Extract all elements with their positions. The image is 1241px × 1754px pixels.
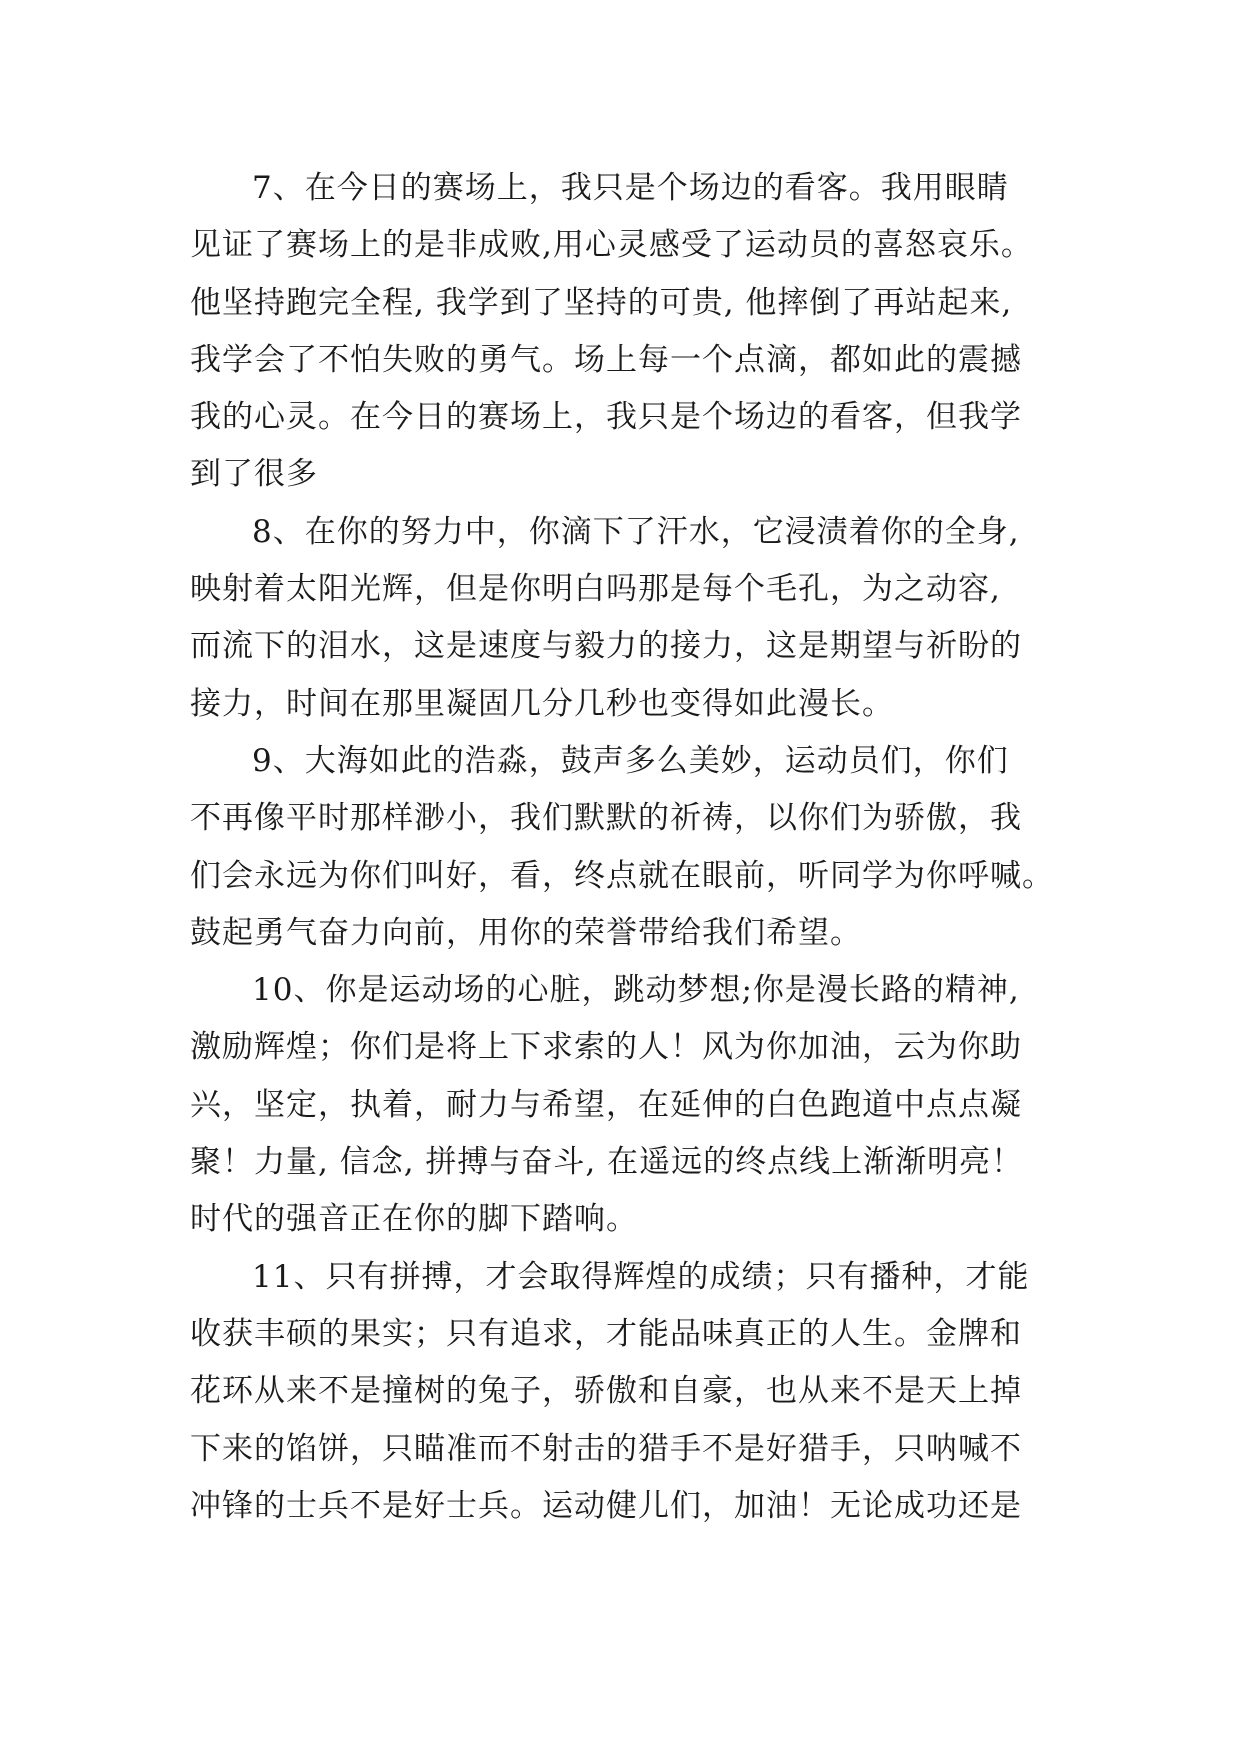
text-line: 收获丰硕的果实；只有追求，才能品味真正的人生。金牌和 (190, 1315, 1022, 1352)
text-line: 冲锋的士兵不是好士兵。运动健儿们，加油！无论成功还是 (190, 1487, 1022, 1524)
text-line: 聚！力量, 信念, 拼搏与奋斗, 在遥远的终点线上渐渐明亮！ (190, 1144, 1024, 1181)
text-line: 兴，坚定，执着，耐力与希望，在延伸的白色跑道中点点凝 (190, 1086, 1022, 1123)
text-line: 鼓起勇气奋力向前，用你的荣誉带给我们希望。 (190, 914, 862, 951)
text-line: 而流下的泪水，这是速度与毅力的接力，这是期望与祈盼的 (190, 628, 1022, 665)
text-line: 到了很多 (190, 456, 318, 493)
text-line: 9、大海如此的浩淼，鼓声多么美妙，运动员们，你们 (252, 742, 1009, 779)
paragraph-10 (190, 962, 1070, 1248)
text-line: 不再像平时那样渺小，我们默默的祈祷，以你们为骄傲，我 (190, 800, 1022, 837)
text-line: 我的心灵。在今日的赛场上，我只是个场边的看客，但我学 (190, 399, 1022, 436)
paragraph-11 (190, 1249, 1070, 1535)
text-line: 11、只有拼搏，才会取得辉煌的成绩；只有播种，才能 (252, 1258, 1030, 1295)
text-line: 8、在你的努力中，你滴下了汗水，它浸渍着你的全身, (252, 513, 1020, 550)
text-line: 时代的强音正在你的脚下踏响。 (190, 1201, 638, 1238)
text-line: 10、你是运动场的心脏，跳动梦想;你是漫长路的精神, (252, 972, 1020, 1009)
body-text (190, 160, 1070, 1535)
text-line: 们会永远为你们叫好，看，终点就在眼前，听同学为你呼喊。 (190, 857, 1054, 894)
paragraph-8 (190, 504, 1070, 733)
text-line: 他坚持跑完全程, 我学到了坚持的可贵, 他摔倒了再站起来, (190, 284, 1013, 321)
text-line: 下来的馅饼，只瞄准而不射击的猎手不是好猎手，只呐喊不 (190, 1430, 1022, 1467)
paragraph-7 (190, 160, 1070, 504)
text-line: 接力，时间在那里凝固几分几秒也变得如此漫长。 (190, 685, 894, 722)
paragraph-9 (190, 733, 1070, 962)
text-line: 花环从来不是撞树的兔子，骄傲和自豪，也从来不是天上掉 (190, 1373, 1022, 1410)
text-line: 激励辉煌；你们是将上下求索的人！风为你加油，云为你助 (190, 1029, 1022, 1066)
text-line: 7、在今日的赛场上，我只是个场边的看客。我用眼睛 (252, 170, 1009, 206)
text-line: 见证了赛场上的是非成败,用心灵感受了运动员的喜怒哀乐。 (190, 227, 1033, 264)
text-line: 我学会了不怕失败的勇气。场上每一个点滴，都如此的震撼 (190, 341, 1022, 378)
text-line: 映射着太阳光辉，但是你明白吗那是每个毛孔，为之动容, (190, 571, 1001, 608)
